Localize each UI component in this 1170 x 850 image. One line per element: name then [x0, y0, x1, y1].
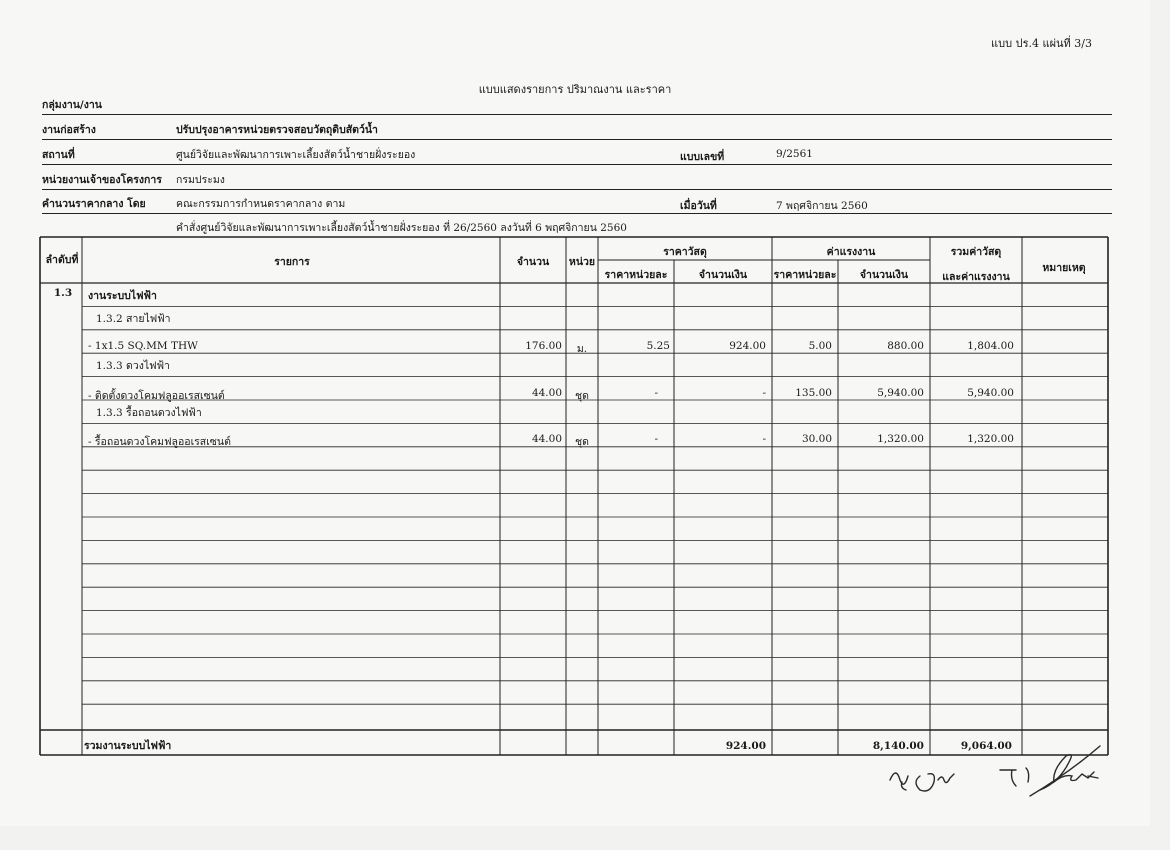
- summary-labor-amount: 8,140.00: [872, 740, 924, 752]
- row-lab-price: 30.00: [801, 433, 832, 446]
- row-qty: 44.00: [531, 433, 562, 446]
- summary-label: รวมงานระบบไฟฟ้า: [84, 740, 172, 752]
- row-lab-amount: 880.00: [887, 339, 924, 352]
- row-mat-price: 5.25: [646, 339, 670, 352]
- site-label: สถานที่: [42, 149, 75, 161]
- col-header-qty: จำนวน: [516, 256, 550, 268]
- col-header-remark: หมายเหตุ: [1042, 262, 1086, 274]
- summary-material-amount: 924.00: [725, 740, 766, 752]
- group-label: กลุ่มงาน/งาน: [42, 99, 102, 111]
- row-item: - รื้อถอนดวงโคมฟลูออเรสเซนต์: [88, 436, 231, 449]
- row-unit: ชุด: [575, 436, 589, 449]
- col-header-item: รายการ: [274, 256, 310, 268]
- row-item: 1.3.3 ดวงไฟฟ้า: [96, 360, 170, 373]
- project-label: งานก่อสร้าง: [42, 124, 96, 136]
- col-header-lab-amount: จำนวนเงิน: [859, 269, 909, 281]
- form-number-label: แบบเลขที่: [680, 151, 725, 163]
- row-mat-amount: -: [762, 433, 766, 446]
- site-value: ศูนย์วิจัยและพัฒนาการเพาะเลี้ยงสัตว์น้ำชายฝั่งระยอง: [176, 149, 416, 161]
- row-qty: 176.00: [525, 339, 562, 352]
- owner-label: หน่วยงานเจ้าของโครงการ: [42, 174, 162, 186]
- row-lab-amount: 5,940.00: [877, 386, 924, 399]
- col-header-lab-unit-price: ราคาหน่วยละ: [773, 269, 837, 281]
- row-item: งานระบบไฟฟ้า: [88, 290, 157, 302]
- row-total: 5,940.00: [967, 386, 1014, 399]
- calc-label: คำนวนราคากลาง โดย: [42, 198, 146, 210]
- col-header-material: ราคาวัสดุ: [663, 246, 707, 258]
- row-item: - ติดตั้งดวงโคมฟลูออเรสเซนต์: [88, 389, 225, 402]
- col-header-total-line2: และค่าแรงงาน: [942, 271, 1010, 283]
- row-item: 1.3.3 รื้อถอนดวงไฟฟ้า: [96, 407, 202, 419]
- col-header-total-line1: รวมค่าวัสดุ: [950, 246, 1002, 258]
- project-value: ปรับปรุงอาคารหน่วยตรวจสอบวัตถุดิบสัตว์น้ำ: [176, 124, 378, 136]
- row-mat-price: -: [654, 433, 658, 446]
- date-value: 7 พฤศจิกายน 2560: [776, 200, 868, 212]
- row-total: 1,804.00: [967, 339, 1014, 352]
- col-header-mat-unit-price: ราคาหน่วยละ: [604, 269, 668, 281]
- row-unit: ม.: [576, 342, 588, 355]
- col-header-unit: หน่วย: [568, 256, 596, 268]
- row-unit: ชุด: [575, 389, 589, 402]
- col-header-labor: ค่าแรงงาน: [826, 246, 876, 258]
- row-qty: 44.00: [531, 386, 562, 399]
- row-total: 1,320.00: [967, 433, 1014, 446]
- row-lab-price: 135.00: [795, 386, 832, 399]
- date-label: เมื่อวันที่: [680, 200, 717, 212]
- order-reference: คำสั่งศูนย์วิจัยและพัฒนาการเพาะเลี้ยงสัตว์น้ำชายฝั่งระยอง ที่ 26/2560 ลงวันที่ 6 พฤศจิกายน 2560: [176, 222, 627, 234]
- summary-total: 9,064.00: [960, 740, 1012, 752]
- calc-value: คณะกรรมการกำหนดราคากลาง ตาม: [176, 198, 346, 210]
- col-header-no: ลำดับที่: [45, 254, 79, 266]
- row-item: 1.3.2 สายไฟฟ้า: [96, 313, 171, 326]
- row-no: 1.3: [53, 287, 73, 299]
- committee-signatures: [880, 740, 1130, 800]
- document-title: แบบแสดงรายการ ปริมาณงาน และราคา: [478, 83, 672, 96]
- row-mat-price: -: [654, 386, 658, 399]
- form-number-value: 9/2561: [776, 148, 813, 160]
- owner-value: กรมประมง: [176, 174, 225, 186]
- row-mat-amount: -: [762, 386, 766, 399]
- row-item: - 1x1.5 SQ.MM THW: [88, 339, 198, 352]
- row-mat-amount: 924.00: [729, 339, 766, 352]
- col-header-mat-amount: จำนวนเงิน: [698, 269, 748, 281]
- form-id: แบบ ปร.4 แผ่นที่ 3/3: [991, 37, 1092, 50]
- row-lab-price: 5.00: [808, 339, 832, 352]
- row-lab-amount: 1,320.00: [877, 433, 924, 446]
